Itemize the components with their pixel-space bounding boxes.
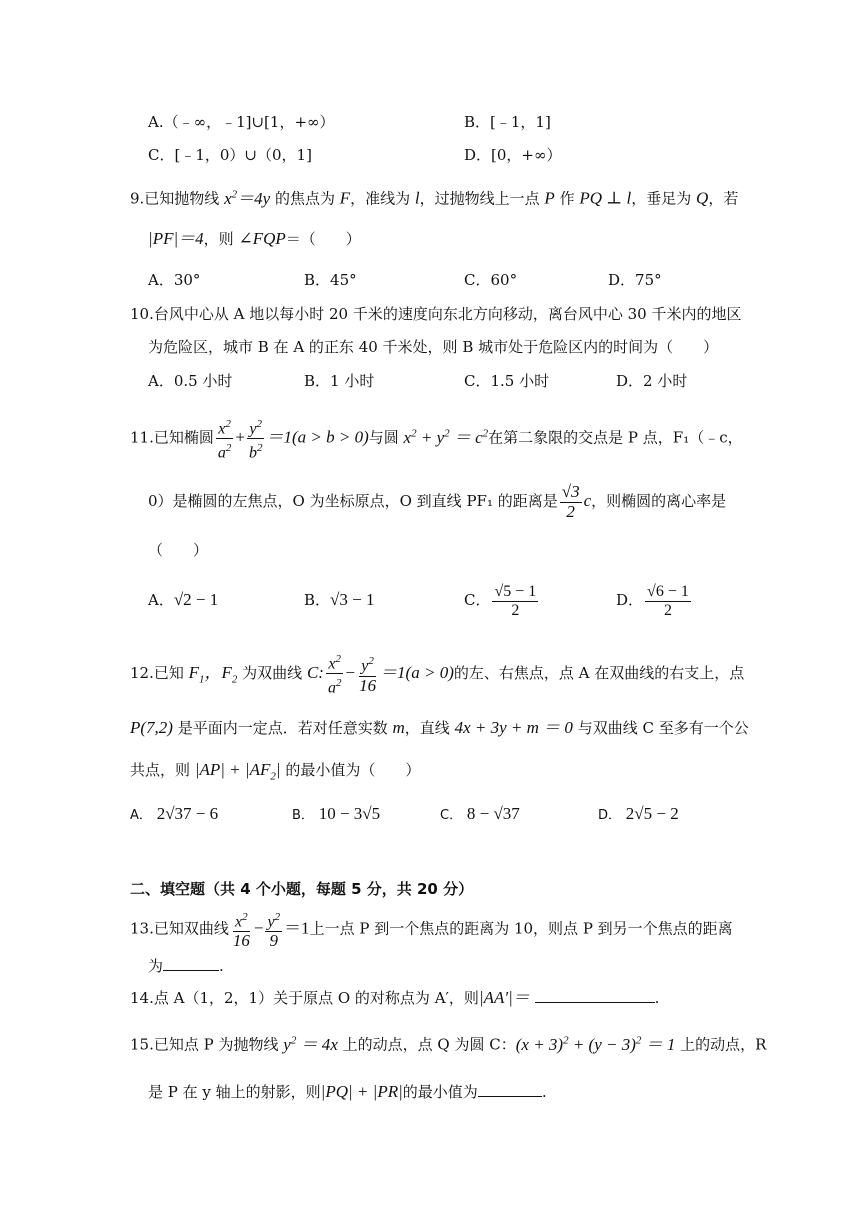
q15-text: 是 P 在 y 轴上的射影，则 bbox=[148, 1083, 321, 1101]
q8-option-a: A.（﹣∞，﹣1]∪[1，+∞） bbox=[148, 113, 335, 131]
q15-circle-eq: $(x + 3)^2 + (y - 3)^2 = 1$ bbox=[515, 1034, 676, 1054]
q15-text: 的最小值为 bbox=[402, 1083, 478, 1101]
q9-text: 9.已知抛物线 bbox=[130, 189, 225, 208]
q13-text: 上一点 P 到一个焦点的距离为 10，则点 P 到另一个焦点的距离 bbox=[309, 919, 733, 938]
q10-line-1: 10.台风中心从 A 地以每小时 20 千米的速度向东北方向移动，离台风中心 30 千米内的地区 bbox=[130, 305, 742, 323]
q15-text: 上的动点，点 Q 为圆 C： bbox=[337, 1035, 516, 1054]
q15-line-1 bbox=[130, 1030, 766, 1055]
q9-parabola-eq: $x^2=4y$ bbox=[224, 188, 271, 208]
q15-text: 15.已知点 P 为抛物线 bbox=[130, 1035, 284, 1054]
q12-line-3 bbox=[130, 760, 420, 786]
q11-text: 与圆 bbox=[368, 428, 404, 447]
q11-option-label: D． bbox=[616, 591, 644, 609]
q12-text: ，直线 bbox=[404, 719, 455, 737]
q14-text: 14.点 A（1，2，1）关于原点 O 的对称点为 A′，则 bbox=[130, 989, 479, 1007]
q10-option-c: C．1.5 小时 bbox=[464, 372, 550, 390]
q9-option-a: A．30° bbox=[148, 271, 201, 289]
q12-hyperbola-cond: ＝1(a > 0) bbox=[380, 662, 454, 682]
q9-option-c: C．60° bbox=[464, 271, 518, 289]
q13-text: 13.已知双曲线 bbox=[130, 919, 229, 938]
q11-option-c bbox=[464, 580, 540, 620]
q9-pf-expr: |PF|＝4 bbox=[148, 229, 204, 248]
q12-foci: $F_1$，$F_2$ bbox=[188, 662, 238, 686]
q11-option-d bbox=[616, 580, 693, 620]
q15-answer-blank[interactable] bbox=[478, 1080, 542, 1097]
q11-text: 11.已知椭圆 bbox=[130, 428, 214, 447]
q8-option-d: D．[0，+∞） bbox=[464, 146, 562, 164]
q9-text: ，过抛物线上一点 bbox=[419, 189, 545, 208]
q12-option-c: C． 8 − √37 bbox=[440, 804, 520, 823]
q12-option-a: A． 2√37 − 6 bbox=[130, 804, 219, 823]
q12-text: 为双曲线 bbox=[237, 663, 307, 682]
q12-text: 共点，则 bbox=[130, 761, 195, 779]
q11-frac-sqrt6: $\frac{√6 - 1}{2}$ bbox=[647, 582, 689, 619]
q12-option-label: B． bbox=[292, 808, 314, 823]
q11-text: ，则椭圆的离心率是 bbox=[591, 492, 727, 510]
q14-answer-blank[interactable] bbox=[535, 986, 655, 1003]
q11-option-label: C． bbox=[464, 591, 491, 609]
q13-text: 为 bbox=[148, 957, 164, 975]
q10-option-b: B．1 小时 bbox=[304, 372, 375, 390]
q9-text: 的焦点为 bbox=[270, 189, 340, 208]
q11-circle-eq: $x^2 + y^2 = c^2$ bbox=[403, 427, 489, 447]
q11-option-b: B．√3 − 1 bbox=[304, 590, 375, 609]
q9-option-d: D．75° bbox=[608, 271, 662, 289]
q15-text: 上的动点，R bbox=[675, 1035, 767, 1054]
q12-text: 的最小值为（ ） bbox=[280, 761, 421, 779]
q8-option-b: B．[﹣1，1] bbox=[464, 113, 551, 131]
q12-option-b: B． 10 − 3√5 bbox=[292, 804, 381, 823]
q15-text: . bbox=[541, 1083, 547, 1101]
q9-angle-expr: ∠FQP bbox=[238, 229, 286, 248]
q12-text: 是平面内一定点．若对任意实数 bbox=[172, 719, 393, 737]
q11-frac-y2b2: $\frac{y^2}{b^2}$ bbox=[247, 415, 265, 463]
q13-answer-blank[interactable] bbox=[163, 954, 219, 971]
q15-parabola-eq: $y^2 = 4x$ bbox=[283, 1034, 338, 1054]
q9-option-b: B．45° bbox=[304, 271, 357, 289]
q12-line-eq: 4x + 3y + m ＝ 0 bbox=[454, 718, 573, 737]
q9-text: ，准线为 bbox=[350, 189, 415, 208]
q11-line-3: （ ） bbox=[148, 541, 209, 559]
section-fill-in-blank-heading: 二、填空题（共 4 个小题，每题 5 分，共 20 分） bbox=[130, 880, 474, 898]
q13-frac-x2-16: $\frac{x^2}{16}$ bbox=[231, 908, 252, 951]
q11-option-label: B． bbox=[304, 591, 331, 609]
q12-line-2: P(7,2) 是平面内一定点．若对任意实数 m，直线 4x + 3y + m ＝ 0 与双曲线 C 至多有一个公 bbox=[130, 718, 749, 737]
q11-line-2: 0）是椭圆的左焦点，O 为坐标原点，O 到直线 PF₁ 的距离是 $\frac{√3}{2}$ c，则椭圆的离心率是 bbox=[148, 481, 727, 521]
q12-sum-expr: $|AP| + |AF_2|$ bbox=[194, 760, 281, 783]
q12-frac-x2a2: $\frac{x^2}{a^2}$ bbox=[326, 650, 344, 698]
q10-option-a: A．0.5 小时 bbox=[148, 372, 233, 390]
q9-line-1: 9.已知抛物线 $x^2=4y$ 的焦点为 F，准线为 l，过抛物线上一点 P 作 PQ ⊥ l，垂足为 Q，若 bbox=[130, 188, 739, 208]
q12-line-1: 12.已知 $F_1$，$F_2$ 为双曲线 C: $\frac{x^2}{a^2}$ − $\frac{y^2}{16}$ ＝1(a > 0)的左、右焦点，点 A 在双曲线的右支上，点 bbox=[130, 650, 744, 699]
q14-line bbox=[130, 986, 659, 1008]
q9-text: ，若 bbox=[708, 189, 739, 208]
q13-text: . bbox=[219, 957, 224, 975]
q11-ellipse-cond: ＝1(a > b > 0) bbox=[266, 427, 369, 447]
q11-frac-sqrt3-2: $\frac{√3}{2}$ bbox=[561, 481, 580, 521]
q9-text: ，垂足为 bbox=[631, 189, 697, 208]
q11-option-a: A．√2 − 1 bbox=[148, 590, 219, 609]
q10-line-2: 为危险区，城市 B 在 A 的正东 40 千米处，则 B 城市处于危险区内的时间为（ ） bbox=[148, 338, 719, 356]
q12-option-d: D． 2√5 − 2 bbox=[598, 804, 679, 823]
q11-text: 0）是椭圆的左焦点，O 为坐标原点，O 到直线 PF₁ 的距离是 bbox=[148, 492, 558, 510]
q13-frac-y2-9: $\frac{y^2}{9}$ bbox=[265, 908, 282, 951]
q10-option-d: D．2 小时 bbox=[616, 372, 688, 390]
q11-frac-x2a2: $\frac{x^2}{a^2}$ bbox=[216, 415, 234, 463]
q8-option-c: C．[﹣1，0）∪（0，1] bbox=[148, 146, 312, 164]
q12-point-p: P(7,2) bbox=[130, 718, 173, 737]
q15-sum-expr: |PQ| + |PR| bbox=[320, 1082, 403, 1101]
q12-option-label: D． bbox=[598, 808, 622, 823]
q11-text: 在第二象限的交点是 P 点，F₁（﹣c， bbox=[488, 428, 743, 447]
q14-text: . bbox=[654, 989, 660, 1007]
q9-text: ，则 bbox=[203, 230, 239, 248]
q12-option-label: C． bbox=[440, 808, 463, 823]
q12-text: 12.已知 bbox=[130, 663, 189, 682]
q12-option-label: A． bbox=[130, 808, 152, 823]
q12-text: 的左、右焦点，点 A 在双曲线的右支上，点 bbox=[453, 663, 745, 682]
q15-line-2 bbox=[148, 1080, 547, 1102]
q9-line-2 bbox=[148, 229, 361, 249]
q11-frac-sqrt5: $\frac{√5 - 1}{2}$ bbox=[494, 582, 537, 619]
q13-line-2 bbox=[148, 954, 224, 976]
q9-perp-expr: PQ ⊥ l bbox=[579, 188, 632, 208]
q11-line-1: 11.已知椭圆 $\frac{x^2}{a^2}$ + $\frac{y^2}{b^2}$ ＝1(a > b > 0)与圆 $x^2 + y^2 = c^2$在第二象限的交点是 P 点，F₁（﹣c， bbox=[130, 413, 743, 462]
q9-text: ＝（ ） bbox=[285, 230, 361, 248]
q14-distance-expr: |AA′|＝ bbox=[478, 988, 530, 1007]
q9-text: 作 bbox=[554, 189, 580, 208]
q12-text: 与双曲线 C 至多有一个公 bbox=[572, 719, 749, 737]
q11-option-label: A． bbox=[148, 591, 174, 609]
q12-frac-y2-16: $\frac{y^2}{16}$ bbox=[357, 652, 378, 695]
q13-line-1: 13.已知双曲线 $\frac{x^2}{16}$ − $\frac{y^2}{9}$ ＝1上一点 P 到一个焦点的距离为 10，则点 P 到另一个焦点的距离 bbox=[130, 908, 733, 951]
